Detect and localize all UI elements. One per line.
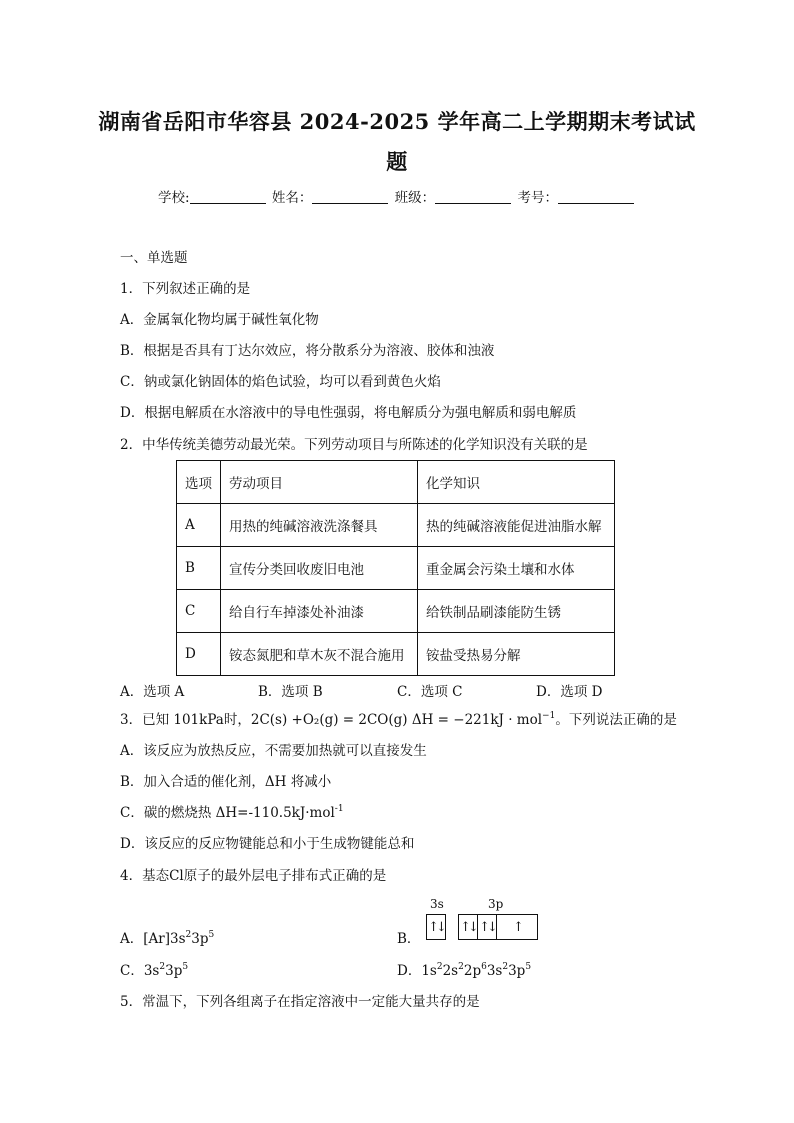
table-cell: D (177, 633, 221, 676)
class-field[interactable] (435, 189, 511, 204)
q4-stem: 4．基态Cl原子的最外层电子排布式正确的是 (120, 868, 387, 884)
school-label: 学校: (158, 190, 190, 206)
q3-option-c-text: C．碳的燃烧热 ΔH=-110.5kJ·mol (120, 805, 335, 821)
q1-option-d: D．根据电解质在水溶液中的导电性强弱，将电解质分为强电解质和弱电解质 (120, 405, 577, 421)
q2-stem: 2．中华传统美德劳动最光荣。下列劳动项目与所陈述的化学知识没有关联的是 (120, 437, 588, 453)
q3-stem-exponent: −1 (542, 711, 556, 721)
q4-option-b-label: B． (397, 931, 421, 947)
school-field[interactable] (190, 189, 266, 204)
q2-choice-a: A．选项 A (120, 684, 185, 700)
q2-choice-d: D．选项 D (536, 684, 603, 700)
orbital-label-3p: 3p (488, 897, 504, 911)
table-cell: 用热的纯碱溶液洗涤餐具 (221, 504, 418, 547)
table-header-cell: 化学知识 (418, 461, 615, 504)
table-cell: 给自行车掉漆处补油漆 (221, 590, 418, 633)
q4-option-d-formula: $1s^22s^22p^63s^23p^5$ (421, 962, 532, 979)
table-cell: A (177, 504, 221, 547)
name-label: 姓名： (271, 190, 313, 206)
q3-stem-suffix: 。下列说法正确的是 (555, 712, 677, 728)
table-cell: 铵盐受热易分解 (418, 633, 615, 676)
table-cell: 热的纯碱溶液能促进油脂水解 (418, 504, 615, 547)
q1-option-a: A．金属氧化物均属于碱性氧化物 (120, 312, 319, 328)
orbital-box-3p (458, 914, 538, 940)
q2-choice-b: B．选项 B (258, 684, 323, 700)
table-row (177, 547, 615, 590)
table-cell: 宣传分类回收废旧电池 (221, 547, 418, 590)
q3-option-b: B．加入合适的催化剂，ΔH 将减小 (120, 774, 332, 790)
q2-table (176, 460, 615, 676)
orbital-label-3s: 3s (430, 897, 444, 911)
table-cell: 给铁制品刷漆能防生锈 (418, 590, 615, 633)
q3-option-a: A．该反应为放热反应，不需要加热就可以直接发生 (120, 743, 427, 759)
orbital-cell: ↑ (513, 919, 521, 935)
table-cell: B (177, 547, 221, 590)
table-cell: C (177, 590, 221, 633)
table-header-cell: 劳动项目 (221, 461, 418, 504)
exam-title-line1: 湖南省岳阳市华容县 2024-2025 学年高二上学期期末考试试 (98, 109, 696, 134)
q4-option-a-label: A． (120, 931, 144, 947)
orbital-cell: ↑↓ (428, 919, 444, 935)
q2-choice-c: C．选项 C (397, 684, 463, 700)
table-cell: 重金属会污染土壤和水体 (418, 547, 615, 590)
orbital-box-3s (426, 914, 446, 940)
table-row (177, 633, 615, 676)
exam-number-field[interactable] (558, 189, 634, 204)
q4-option-d-label: D． (397, 963, 422, 979)
q3-option-d: D．该反应的反应物键能总和小于生成物键能总和 (120, 836, 415, 852)
q4-option-c-label: C． (120, 963, 144, 979)
q4-option-d (397, 962, 531, 980)
q3-stem-text: 3．已知 101kPa时，2C(s) +O₂(g) = 2CO(g) ΔH = −221kJ · mol (120, 712, 543, 728)
q3-option-c-exponent: -1 (334, 804, 344, 814)
exam-title-line2: 题 (386, 149, 408, 174)
exam-number-label: 考号： (517, 190, 558, 206)
table-cell: 铵态氮肥和草木灰不混合施用 (221, 633, 418, 676)
name-field[interactable] (312, 189, 388, 204)
q1-option-b: B．根据是否具有丁达尔效应，将分散系分为溶液、胶体和浊液 (120, 343, 495, 359)
orbital-cell: ↑↓ (459, 915, 478, 939)
class-label: 班级： (394, 190, 436, 206)
table-header-row (177, 461, 615, 504)
q3-stem (120, 711, 677, 729)
table-header-cell: 选项 (177, 461, 221, 504)
table-row (177, 504, 615, 547)
table-row (177, 590, 615, 633)
q5-stem: 5．常温下，下列各组离子在指定溶液中一定能大量共存的是 (120, 994, 480, 1010)
q4-option-a-formula: $[Ar]3s^23p^5$ (143, 930, 215, 947)
q4-option-c (120, 962, 188, 980)
q4-option-a (120, 930, 214, 948)
q1-stem: 1．下列叙述正确的是 (120, 281, 251, 297)
q3-option-c (120, 804, 344, 822)
q4-option-c-formula: $3s^23p^5$ (143, 962, 189, 979)
orbital-cell: ↑↓ (478, 915, 497, 939)
student-info-row (0, 186, 794, 206)
q1-option-c: C．钠或氯化钠固体的焰色试验，均可以看到黄色火焰 (120, 374, 441, 390)
section-heading: 一、单选题 (120, 250, 188, 266)
